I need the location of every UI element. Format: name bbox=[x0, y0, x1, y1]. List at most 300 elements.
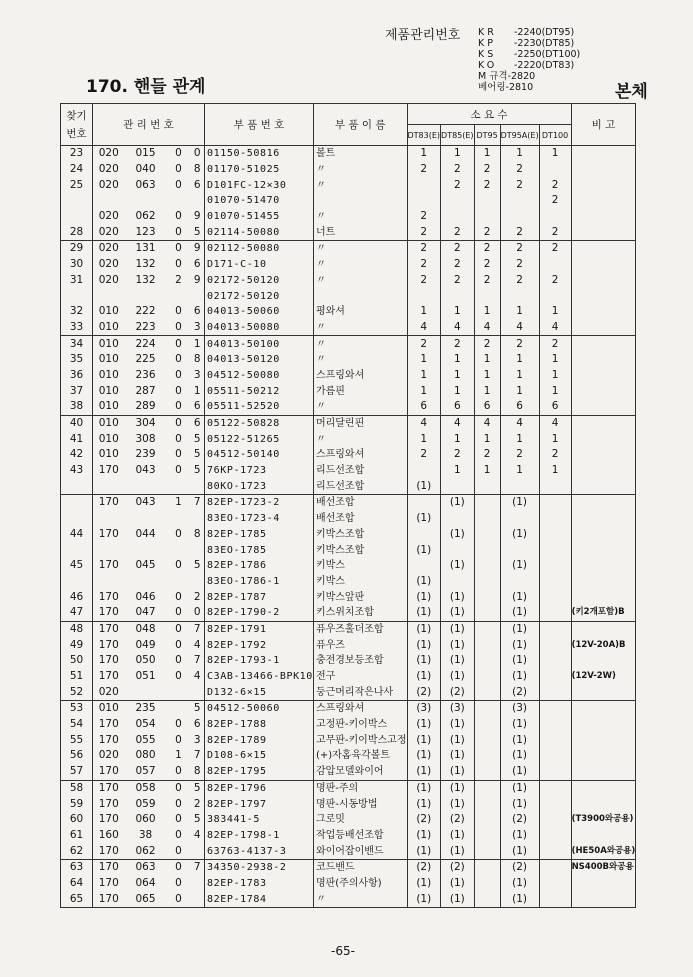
cell-remarks bbox=[571, 701, 636, 717]
cell-qty-dt83: 1 bbox=[407, 383, 441, 399]
cell-mgmt-1: 170 bbox=[93, 876, 125, 892]
cell-part-no: 04512-50140 bbox=[205, 447, 314, 463]
cell-part-no: 82EP-1793-1 bbox=[205, 653, 314, 669]
cell-qty-dt95 bbox=[474, 527, 500, 543]
cell-part-name: 〃 bbox=[313, 241, 407, 257]
cell-part-no: 02114-50080 bbox=[205, 224, 314, 240]
cell-part-name: 둥근머리작은나사 bbox=[313, 684, 407, 700]
cell-qty-dt83: 1 bbox=[407, 304, 441, 320]
cell-qty-dt100 bbox=[539, 478, 571, 494]
product-code-label: 제품관리번호 bbox=[385, 28, 461, 43]
cell-mgmt-3: 0 bbox=[175, 797, 182, 810]
cell-mgmt-2: 080 bbox=[135, 749, 156, 762]
cell-qty-dt95 bbox=[474, 193, 500, 209]
cell-remarks bbox=[571, 589, 636, 605]
cell-mgmt-2: 224 bbox=[125, 336, 167, 352]
cell-mgmt-2: 38 bbox=[138, 828, 153, 841]
cell-part-no: 01070-51470 bbox=[205, 193, 314, 209]
header-part-no: 부 품 번 호 bbox=[205, 104, 314, 146]
cell-mgmt-2: 043 bbox=[125, 495, 167, 511]
cell-part-name: 〃 bbox=[313, 273, 407, 289]
header-model: DT95A(E) bbox=[500, 125, 539, 146]
table-row bbox=[61, 447, 636, 463]
cell-mgmt-4: 9 bbox=[193, 210, 201, 223]
cell-mgmt-3: 0 bbox=[175, 353, 182, 366]
table-row bbox=[61, 891, 636, 907]
cell-part-name: 명판-주의 bbox=[313, 780, 407, 796]
cell-mgmt-3: 0 bbox=[175, 718, 182, 731]
cell-find-no bbox=[61, 542, 93, 558]
cell-remarks: (HE50A와공용) bbox=[571, 843, 636, 859]
cell-qty-dt95a bbox=[500, 574, 539, 590]
cell-qty-dt83: 2 bbox=[407, 336, 441, 352]
cell-qty-dt95a: 2 bbox=[500, 224, 539, 240]
cell-mgmt-1: 170 bbox=[93, 780, 125, 796]
cell-qty-dt83: (2) bbox=[407, 812, 441, 828]
cell-mgmt-1: 020 bbox=[93, 146, 125, 162]
cell-qty-dt95a: 4 bbox=[500, 320, 539, 336]
cell-mgmt-4 bbox=[191, 876, 205, 892]
cell-qty-dt83 bbox=[407, 193, 441, 209]
cell-part-no: 34350-2938-2 bbox=[205, 859, 314, 875]
table-row bbox=[61, 511, 636, 527]
cell-mgmt-3: 0 bbox=[175, 765, 182, 778]
cell-mgmt-1: 020 bbox=[93, 684, 125, 700]
table-row bbox=[61, 669, 636, 685]
cell-mgmt-4: 5 bbox=[193, 225, 201, 238]
cell-qty-dt85: 4 bbox=[441, 415, 475, 431]
cell-qty-dt85: (3) bbox=[441, 701, 475, 717]
cell-remarks bbox=[571, 447, 636, 463]
cell-qty-dt95: 4 bbox=[474, 320, 500, 336]
cell-part-no: 82EP-1792 bbox=[205, 637, 314, 653]
cell-part-no: 82EP-1795 bbox=[205, 764, 314, 780]
cell-find-no: 34 bbox=[61, 336, 93, 352]
cell-remarks bbox=[571, 193, 636, 209]
table-row bbox=[61, 574, 636, 590]
cell-qty-dt95: 2 bbox=[474, 224, 500, 240]
table-row bbox=[61, 146, 636, 162]
cell-mgmt-1 bbox=[93, 542, 125, 558]
variant-item: KP -2230(DT85) bbox=[478, 38, 575, 49]
header-model: DT95 bbox=[474, 125, 500, 146]
parts-table bbox=[60, 103, 636, 908]
cell-qty-dt100 bbox=[539, 653, 571, 669]
cell-mgmt-3: 0 bbox=[167, 859, 191, 875]
cell-mgmt-2: 222 bbox=[135, 305, 156, 318]
cell-mgmt-3: 0 bbox=[175, 733, 182, 746]
table-row bbox=[61, 701, 636, 717]
table-row bbox=[61, 399, 636, 415]
cell-qty-dt83 bbox=[407, 288, 441, 304]
cell-part-name: 〃 bbox=[313, 177, 407, 193]
table-row bbox=[61, 589, 636, 605]
cell-mgmt-2: 287 bbox=[135, 384, 156, 397]
cell-mgmt-4: 5 bbox=[193, 559, 201, 572]
cell-part-name: 〃 bbox=[313, 891, 407, 907]
cell-part-name: 리드선조합 bbox=[313, 463, 407, 479]
table-row bbox=[61, 637, 636, 653]
cell-qty-dt85: 2 bbox=[441, 177, 475, 193]
cell-part-name: 스프링와셔 bbox=[313, 701, 407, 717]
cell-qty-dt85: (1) bbox=[441, 495, 475, 511]
cell-mgmt-1: 170 bbox=[93, 463, 125, 479]
cell-qty-dt100: 1 bbox=[539, 463, 571, 479]
table-row bbox=[61, 495, 636, 511]
table-row bbox=[61, 653, 636, 669]
cell-remarks bbox=[571, 478, 636, 494]
table-row bbox=[61, 876, 636, 892]
cell-mgmt-1: 010 bbox=[93, 336, 125, 352]
cell-part-no: 83EO-1786-1 bbox=[205, 574, 314, 590]
cell-part-name: 충전경보등조합 bbox=[313, 653, 407, 669]
cell-mgmt-2: 048 bbox=[125, 621, 167, 637]
cell-part-no: 82EP-1784 bbox=[205, 891, 314, 907]
cell-mgmt-3: 0 bbox=[167, 146, 191, 162]
cell-qty-dt100 bbox=[539, 511, 571, 527]
cell-qty-dt83: 2 bbox=[407, 209, 441, 225]
cell-mgmt-1 bbox=[93, 288, 125, 304]
cell-mgmt-2: 065 bbox=[125, 891, 167, 907]
cell-qty-dt95a: 4 bbox=[500, 415, 539, 431]
cell-mgmt-1: 020 bbox=[93, 177, 125, 193]
cell-part-no: 82EP-1798-1 bbox=[205, 828, 314, 844]
cell-part-name: 가름핀 bbox=[313, 383, 407, 399]
cell-mgmt-4: 5 bbox=[193, 813, 201, 826]
cell-qty-dt85: (1) bbox=[441, 876, 475, 892]
cell-part-name: 〃 bbox=[313, 352, 407, 368]
cell-qty-dt95 bbox=[474, 859, 500, 875]
cell-remarks bbox=[571, 431, 636, 447]
cell-part-name: 고무판-키이박스고정 bbox=[313, 732, 407, 748]
cell-part-no: 04512-50080 bbox=[205, 368, 314, 384]
cell-mgmt-1: 170 bbox=[93, 891, 125, 907]
cell-mgmt-2 bbox=[125, 684, 167, 700]
cell-remarks bbox=[571, 209, 636, 225]
cell-qty-dt100 bbox=[539, 764, 571, 780]
cell-mgmt-2: 235 bbox=[125, 701, 167, 717]
cell-find-no: 62 bbox=[61, 843, 93, 859]
cell-qty-dt83 bbox=[407, 527, 441, 543]
cell-qty-dt85: (1) bbox=[441, 764, 475, 780]
cell-qty-dt83 bbox=[407, 558, 441, 574]
cell-qty-dt95a: 2 bbox=[500, 241, 539, 257]
cell-part-name: 키스위치조합 bbox=[313, 605, 407, 621]
cell-find-no: 42 bbox=[61, 447, 93, 463]
table-row bbox=[61, 463, 636, 479]
cell-qty-dt85: 2 bbox=[441, 257, 475, 273]
cell-qty-dt100 bbox=[539, 669, 571, 685]
cell-find-no: 48 bbox=[61, 621, 93, 637]
cell-qty-dt95 bbox=[474, 748, 500, 764]
cell-qty-dt83: 2 bbox=[407, 241, 441, 257]
cell-qty-dt83: (1) bbox=[407, 732, 441, 748]
cell-qty-dt83: 1 bbox=[407, 431, 441, 447]
cell-qty-dt95a bbox=[500, 478, 539, 494]
cell-qty-dt100: 2 bbox=[539, 336, 571, 352]
cell-qty-dt95a: 1 bbox=[500, 352, 539, 368]
cell-qty-dt100 bbox=[539, 876, 571, 892]
cell-mgmt-3: 0 bbox=[175, 178, 182, 191]
cell-find-no bbox=[61, 193, 93, 209]
table-row bbox=[61, 859, 636, 875]
cell-mgmt-3: 0 bbox=[175, 210, 182, 223]
cell-mgmt-2: 051 bbox=[135, 670, 156, 683]
cell-mgmt-4: 3 bbox=[193, 733, 201, 746]
cell-mgmt-3: 0 bbox=[167, 780, 191, 796]
cell-mgmt-4: 2 bbox=[193, 797, 201, 810]
cell-mgmt-4: 7 bbox=[191, 495, 205, 511]
cell-mgmt-2: 046 bbox=[135, 590, 156, 603]
cell-qty-dt83: 2 bbox=[407, 224, 441, 240]
cell-find-no: 52 bbox=[61, 684, 93, 700]
cell-qty-dt100 bbox=[539, 796, 571, 812]
cell-find-no bbox=[61, 495, 93, 511]
table-row bbox=[61, 288, 636, 304]
cell-qty-dt95 bbox=[474, 637, 500, 653]
cell-find-no: 63 bbox=[61, 859, 93, 875]
cell-mgmt-2: 040 bbox=[135, 163, 156, 176]
table-row bbox=[61, 415, 636, 431]
cell-mgmt-4: 3 bbox=[193, 368, 201, 381]
cell-remarks bbox=[571, 399, 636, 415]
cell-qty-dt95 bbox=[474, 780, 500, 796]
cell-mgmt-4 bbox=[191, 574, 205, 590]
cell-mgmt-4: 2 bbox=[193, 590, 201, 603]
cell-qty-dt83: (1) bbox=[407, 891, 441, 907]
cell-find-no bbox=[61, 574, 93, 590]
cell-part-name: 고정판-키이박스 bbox=[313, 717, 407, 733]
cell-find-no: 51 bbox=[61, 669, 93, 685]
cell-qty-dt100 bbox=[539, 495, 571, 511]
header-model: DT100 bbox=[539, 125, 571, 146]
cell-mgmt-2: 289 bbox=[135, 400, 156, 413]
table-row bbox=[61, 605, 636, 621]
cell-mgmt-1: 010 bbox=[93, 304, 125, 320]
cell-mgmt-2: 049 bbox=[135, 638, 156, 651]
cell-qty-dt95a: (1) bbox=[500, 717, 539, 733]
cell-mgmt-4: 1 bbox=[191, 336, 205, 352]
cell-mgmt-3: 1 bbox=[175, 749, 182, 762]
cell-mgmt-3: 0 bbox=[175, 384, 182, 397]
cell-remarks bbox=[571, 748, 636, 764]
cell-qty-dt100: 6 bbox=[539, 399, 571, 415]
cell-qty-dt95 bbox=[474, 764, 500, 780]
table-row bbox=[61, 320, 636, 336]
cell-mgmt-4 bbox=[191, 684, 205, 700]
cell-remarks bbox=[571, 162, 636, 178]
cell-mgmt-4: 9 bbox=[193, 273, 201, 286]
cell-qty-dt85: 1 bbox=[441, 431, 475, 447]
table-row bbox=[61, 828, 636, 844]
cell-remarks bbox=[571, 288, 636, 304]
parts-table-body bbox=[61, 146, 636, 908]
cell-qty-dt83: 2 bbox=[407, 447, 441, 463]
cell-remarks bbox=[571, 336, 636, 352]
table-row bbox=[61, 478, 636, 494]
cell-mgmt-1: 170 bbox=[93, 637, 125, 653]
cell-qty-dt95a bbox=[500, 542, 539, 558]
cell-qty-dt100 bbox=[539, 527, 571, 543]
cell-qty-dt95: 4 bbox=[474, 415, 500, 431]
cell-remarks bbox=[571, 732, 636, 748]
cell-qty-dt95a: (1) bbox=[500, 527, 539, 543]
cell-part-name: 배선조합 bbox=[313, 511, 407, 527]
cell-mgmt-2: 055 bbox=[135, 733, 156, 746]
cell-qty-dt95a: (1) bbox=[500, 843, 539, 859]
cell-part-no: 82EP-1789 bbox=[205, 732, 314, 748]
cell-find-no: 50 bbox=[61, 653, 93, 669]
cell-qty-dt85: 2 bbox=[441, 224, 475, 240]
cell-qty-dt85: 1 bbox=[441, 352, 475, 368]
cell-part-no: 01150-50816 bbox=[205, 146, 314, 162]
cell-remarks bbox=[571, 621, 636, 637]
cell-qty-dt83: 4 bbox=[407, 320, 441, 336]
cell-find-no: 45 bbox=[61, 558, 93, 574]
cell-part-no: 05122-51265 bbox=[205, 431, 314, 447]
cell-find-no: 56 bbox=[61, 748, 93, 764]
cell-part-no: 82EP-1796 bbox=[205, 780, 314, 796]
cell-mgmt-4: 5 bbox=[193, 464, 201, 477]
cell-mgmt-4 bbox=[191, 193, 205, 209]
cell-qty-dt95a: (1) bbox=[500, 653, 539, 669]
cell-part-name: 〃 bbox=[313, 209, 407, 225]
cell-qty-dt95 bbox=[474, 843, 500, 859]
cell-mgmt-4: 6 bbox=[191, 415, 205, 431]
cell-find-no: 61 bbox=[61, 828, 93, 844]
cell-qty-dt83 bbox=[407, 463, 441, 479]
cell-mgmt-3 bbox=[167, 193, 191, 209]
cell-qty-dt95a bbox=[500, 193, 539, 209]
cell-qty-dt85: 1 bbox=[441, 383, 475, 399]
cell-find-no: 60 bbox=[61, 812, 93, 828]
cell-mgmt-4: 7 bbox=[191, 859, 205, 875]
cell-mgmt-3: 0 bbox=[175, 654, 182, 667]
cell-mgmt-4: 7 bbox=[191, 621, 205, 637]
header-required: 소 요 수 bbox=[407, 104, 571, 125]
cell-qty-dt83: 2 bbox=[407, 162, 441, 178]
cell-remarks bbox=[571, 764, 636, 780]
cell-qty-dt95a: (2) bbox=[500, 859, 539, 875]
cell-qty-dt95a: 1 bbox=[500, 368, 539, 384]
cell-mgmt-3: 0 bbox=[175, 163, 182, 176]
cell-qty-dt83: (1) bbox=[407, 876, 441, 892]
table-row bbox=[61, 257, 636, 273]
cell-qty-dt95 bbox=[474, 653, 500, 669]
cell-mgmt-3 bbox=[167, 701, 191, 717]
cell-mgmt-1: 020 bbox=[93, 257, 125, 273]
cell-qty-dt95: 2 bbox=[474, 336, 500, 352]
cell-find-no: 41 bbox=[61, 431, 93, 447]
cell-mgmt-4: 9 bbox=[191, 241, 205, 257]
cell-mgmt-4: 8 bbox=[193, 163, 201, 176]
cell-qty-dt95 bbox=[474, 669, 500, 685]
cell-qty-dt95a: 1 bbox=[500, 463, 539, 479]
cell-mgmt-1: 170 bbox=[93, 653, 125, 669]
cell-qty-dt85: (2) bbox=[441, 684, 475, 700]
cell-mgmt-2: 062 bbox=[135, 210, 156, 223]
cell-part-name: 퓨우즈홀더조합 bbox=[313, 621, 407, 637]
cell-mgmt-3: 0 bbox=[175, 590, 182, 603]
cell-mgmt-4: 0 bbox=[191, 146, 205, 162]
cell-qty-dt95 bbox=[474, 209, 500, 225]
cell-qty-dt95a: 6 bbox=[500, 399, 539, 415]
cell-qty-dt83 bbox=[407, 495, 441, 511]
cell-mgmt-2: 044 bbox=[135, 527, 156, 540]
cell-qty-dt95 bbox=[474, 684, 500, 700]
cell-find-no: 58 bbox=[61, 780, 93, 796]
cell-part-no: D101FC-12×30 bbox=[205, 177, 314, 193]
cell-mgmt-2: 045 bbox=[135, 559, 156, 572]
cell-mgmt-2 bbox=[125, 478, 167, 494]
cell-part-no: 82EP-1783 bbox=[205, 876, 314, 892]
cell-mgmt-3: 0 bbox=[167, 621, 191, 637]
cell-qty-dt100 bbox=[539, 605, 571, 621]
cell-find-no: 38 bbox=[61, 399, 93, 415]
cell-qty-dt83: (1) bbox=[407, 621, 441, 637]
cell-mgmt-4: 5 bbox=[193, 448, 201, 461]
cell-qty-dt83: (1) bbox=[407, 511, 441, 527]
cell-qty-dt85: 2 bbox=[441, 273, 475, 289]
cell-qty-dt83: 1 bbox=[407, 352, 441, 368]
cell-remarks bbox=[571, 527, 636, 543]
cell-find-no: 28 bbox=[61, 224, 93, 240]
cell-qty-dt100 bbox=[539, 257, 571, 273]
cell-remarks bbox=[571, 368, 636, 384]
table-row bbox=[61, 796, 636, 812]
cell-remarks bbox=[571, 653, 636, 669]
cell-remarks: (T3900와공용) bbox=[571, 812, 636, 828]
cell-remarks bbox=[571, 146, 636, 162]
cell-qty-dt83: (1) bbox=[407, 542, 441, 558]
cell-mgmt-2: 225 bbox=[135, 353, 156, 366]
cell-mgmt-3: 0 bbox=[175, 258, 182, 271]
table-row bbox=[61, 177, 636, 193]
cell-find-no: 40 bbox=[61, 415, 93, 431]
cell-mgmt-1: 170 bbox=[93, 669, 125, 685]
cell-qty-dt85: (1) bbox=[441, 589, 475, 605]
cell-qty-dt95: 1 bbox=[474, 352, 500, 368]
cell-remarks bbox=[571, 320, 636, 336]
cell-part-no: 82EP-1787 bbox=[205, 589, 314, 605]
cell-qty-dt100: 1 bbox=[539, 146, 571, 162]
cell-part-no: 02112-50080 bbox=[205, 241, 314, 257]
cell-mgmt-4: 8 bbox=[193, 353, 201, 366]
cell-part-name: 너트 bbox=[313, 224, 407, 240]
cell-remarks: NS400B와공용 bbox=[571, 859, 636, 875]
table-row bbox=[61, 764, 636, 780]
cell-qty-dt100: 1 bbox=[539, 368, 571, 384]
cell-qty-dt95 bbox=[474, 732, 500, 748]
variant-item: M 규격-2820 bbox=[478, 71, 536, 82]
table-row bbox=[61, 780, 636, 796]
cell-mgmt-2: 063 bbox=[125, 859, 167, 875]
cell-part-name: 〃 bbox=[313, 399, 407, 415]
cell-mgmt-1 bbox=[93, 511, 125, 527]
cell-remarks bbox=[571, 511, 636, 527]
cell-find-no: 30 bbox=[61, 257, 93, 273]
cell-qty-dt95: 1 bbox=[474, 463, 500, 479]
cell-mgmt-3: 0 bbox=[175, 225, 182, 238]
cell-mgmt-3 bbox=[167, 288, 191, 304]
cell-qty-dt85: (1) bbox=[441, 527, 475, 543]
cell-part-no: 01170-51025 bbox=[205, 162, 314, 178]
cell-mgmt-4 bbox=[191, 542, 205, 558]
cell-part-name: 전구 bbox=[313, 669, 407, 685]
cell-mgmt-1 bbox=[93, 574, 125, 590]
cell-part-name: 명판-시동방법 bbox=[313, 796, 407, 812]
cell-remarks bbox=[571, 891, 636, 907]
